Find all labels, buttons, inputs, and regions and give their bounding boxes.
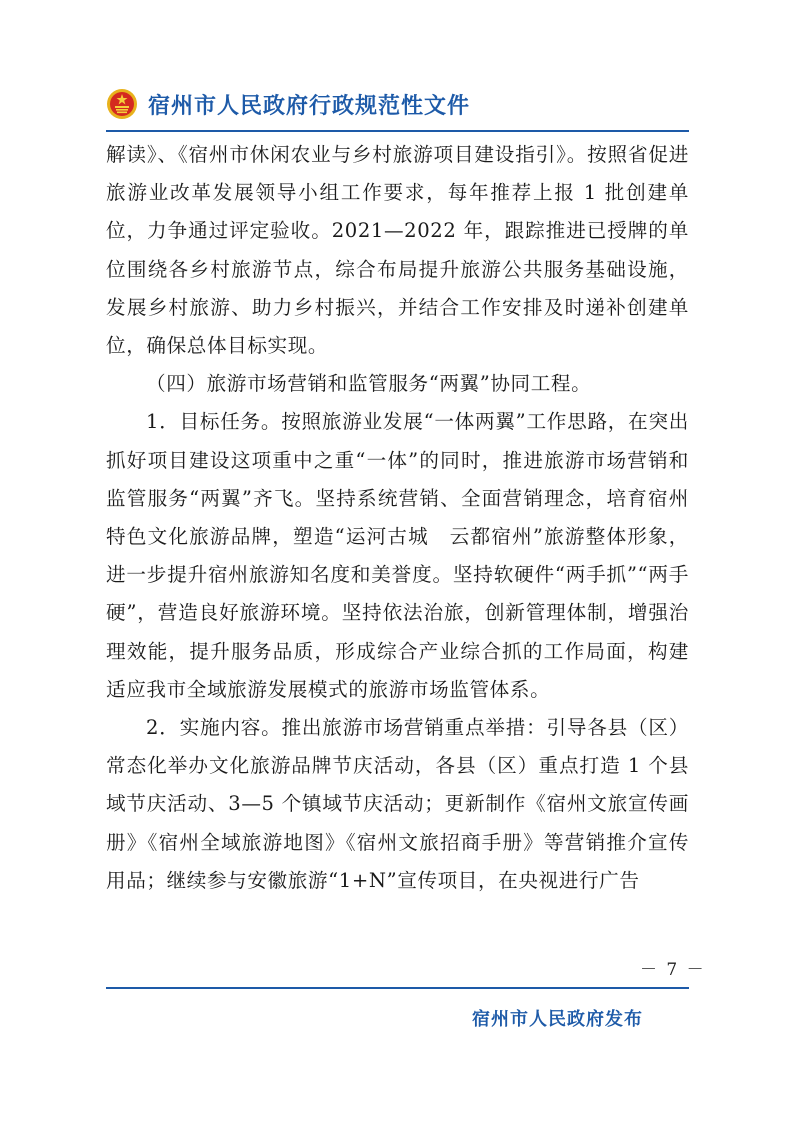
footer-divider xyxy=(106,987,689,989)
national-emblem-icon xyxy=(106,88,138,120)
header-title: 宿州市人民政府行政规范性文件 xyxy=(148,93,471,119)
footer-publisher: 宿州市人民政府发布 xyxy=(472,1009,643,1030)
document-header xyxy=(106,84,686,124)
header-divider xyxy=(106,130,689,132)
paragraph-continuation: 解读》、《宿州市休闲农业与乡村旅游项目建设指引》。按照省促进旅游业改革发展领导小组工作要求，每年推荐上报 1 批创建单位，力争通过评定验收。2021—2022 年，跟踪推进已授牌的单位围绕各乡村旅游节点，综合布局提升旅游公共服务基础设施，发展乡村旅游、助力乡村振兴，并结合工作安排及时递补创建单位，确保总体目标实现。 xyxy=(106,143,689,358)
document-body xyxy=(106,136,689,900)
paragraph-target-tasks: 1．目标任务。按照旅游业发展“一体两翼”工作思路，在突出抓好项目建设这项重中之重“一体”的同时，推进旅游市场营销和监管服务“两翼”齐飞。坚持系统营销、全面营销理念，培育宿州特色文化旅游品牌，塑造“运河古城 云都宿州”旅游整体形象，进一步提升宿州旅游知名度和美誉度。坚持软硬件“两手抓”“两手硬”，营造良好旅游环境。坚持依法治旅，创新管理体制，增强治理效能，提升服务品质，形成综合产业综合抓的工作局面，构建适应我市全域旅游发展模式的旅游市场监管体系。 xyxy=(106,410,689,701)
page-number: － 7 － xyxy=(640,960,706,980)
paragraph-implementation: 2．实施内容。推出旅游市场营销重点举措：引导各县（区）常态化举办文化旅游品牌节庆活动，各县（区）重点打造 1 个县域节庆活动、3—5 个镇域节庆活动；更新制作《宿州文旅宣传画册》《宿州全域旅游地图》《宿州文旅招商手册》等营销推介宣传用品；继续参与安徽旅游“1+N”宣传项目，在央视进行广告 xyxy=(106,716,689,892)
section-heading: （四）旅游市场营销和监管服务“两翼”协同工程。 xyxy=(146,372,592,396)
